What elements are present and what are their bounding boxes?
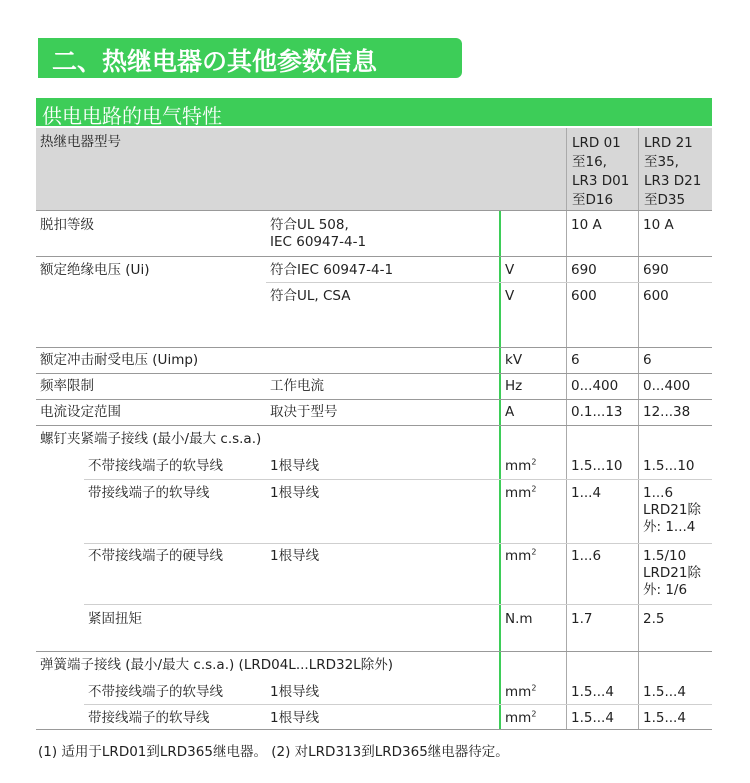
row-cond: 1根导线 xyxy=(270,684,320,700)
row-value-1: 1.5...10 xyxy=(571,458,623,474)
row-line xyxy=(266,282,712,283)
row-value-2: 600 xyxy=(643,288,669,304)
row-line xyxy=(36,651,712,652)
row-value-2: 1.5...10 xyxy=(643,458,695,474)
row-unit: A xyxy=(505,404,515,420)
row-label: 不带接线端子的软导线 xyxy=(88,458,223,474)
row-unit: kV xyxy=(505,352,523,368)
col-divider-1 xyxy=(566,128,567,729)
footnote: (1) 适用于LRD01到LRD365继电器。 (2) 对LRD313到LRD365继电器待定。 xyxy=(38,744,509,760)
row-value-2: 6 xyxy=(643,352,652,368)
row-standard: 符合IEC 60947-4-1 xyxy=(270,262,394,278)
row-unit: $mm^2$ xyxy=(505,484,537,501)
row-line xyxy=(36,425,712,426)
row-value-2: 1.5...4 xyxy=(643,710,686,726)
row-value-2: 0...400 xyxy=(643,378,691,394)
group-header: 螺钉夹紧端子接线 (最小/最大 c.s.a.) xyxy=(40,431,262,447)
row-line xyxy=(36,347,712,348)
row-label: 电流设定范围 xyxy=(40,404,121,420)
row-standard: 工作电流 xyxy=(270,378,324,394)
row-unit: $mm^2$ xyxy=(505,547,537,564)
row-value-1: 1.7 xyxy=(571,611,593,627)
row-line xyxy=(36,256,712,257)
row-value-2: 1...6 LRD21除 外: 1...4 xyxy=(643,485,701,535)
row-standard: 符合UL 508, IEC 60947-4-1 xyxy=(270,217,367,250)
row-unit: N.m xyxy=(505,611,533,627)
row-value-2: 2.5 xyxy=(643,611,665,627)
row-value-2: 10 A xyxy=(643,217,674,233)
row-line xyxy=(36,399,712,400)
page-title: 二、热继电器の其他参数信息 xyxy=(52,47,378,76)
row-value-1: 600 xyxy=(571,288,597,304)
row-unit: $mm^2$ xyxy=(505,683,537,700)
row-unit: Hz xyxy=(505,378,523,394)
row-line xyxy=(84,543,712,544)
row-value-1: 1...4 xyxy=(571,485,602,501)
row-label: 频率限制 xyxy=(40,378,94,394)
row-line xyxy=(36,729,712,730)
row-line xyxy=(36,210,712,211)
row-cond: 1根导线 xyxy=(270,710,320,726)
row-line xyxy=(36,373,712,374)
row-value-2: 1.5/10 LRD21除 外: 1/6 xyxy=(643,548,701,598)
row-value-1: 1.5...4 xyxy=(571,710,614,726)
row-line xyxy=(84,604,712,605)
row-value-1: 0.1...13 xyxy=(571,404,623,420)
row-unit: $mm^2$ xyxy=(505,457,537,474)
row-cond: 1根导线 xyxy=(270,485,320,501)
header-col1: LRD 01 至16, LR3 D01 至D16 xyxy=(572,135,630,208)
row-value-2: 690 xyxy=(643,262,669,278)
row-label: 不带接线端子的硬导线 xyxy=(88,548,223,564)
row-value-1: 10 A xyxy=(571,217,602,233)
row-label: 紧固扭矩 xyxy=(88,611,142,627)
row-label: 不带接线端子的软导线 xyxy=(88,684,223,700)
row-value-2: 12...38 xyxy=(643,404,691,420)
row-value-1: 690 xyxy=(571,262,597,278)
header-col2: LRD 21 至35, LR3 D21 至D35 xyxy=(644,135,702,208)
row-value-1: 6 xyxy=(571,352,580,368)
section-title: 供电电路的电气特性 xyxy=(42,104,222,128)
row-value-1: 0...400 xyxy=(571,378,619,394)
row-value-1: 1...6 xyxy=(571,548,602,564)
header-label: 热继电器型号 xyxy=(40,134,121,150)
group-header: 弹簧端子接线 (最小/最大 c.s.a.) (LRD04L...LRD32L除外) xyxy=(40,657,393,673)
row-standard: 符合UL, CSA xyxy=(270,288,351,304)
row-line xyxy=(84,704,712,705)
row-cond: 1根导线 xyxy=(270,548,320,564)
col-divider-2 xyxy=(638,128,639,729)
row-unit: V xyxy=(505,262,515,278)
row-unit: V xyxy=(505,288,515,304)
row-label: 带接线端子的软导线 xyxy=(88,710,210,726)
row-standard: 取决于型号 xyxy=(270,404,338,420)
row-label: 脱扣等级 xyxy=(40,217,94,233)
section-header xyxy=(36,98,712,126)
row-label: 带接线端子的软导线 xyxy=(88,485,210,501)
title-banner xyxy=(38,38,462,78)
row-value-2: 1.5...4 xyxy=(643,684,686,700)
row-value-1: 1.5...4 xyxy=(571,684,614,700)
row-label: 额定绝缘电压 (Ui) xyxy=(40,262,150,278)
row-unit: $mm^2$ xyxy=(505,709,537,726)
row-cond: 1根导线 xyxy=(270,458,320,474)
row-line xyxy=(84,479,712,480)
row-label: 额定冲击耐受电压 (Uimp) xyxy=(40,352,199,368)
